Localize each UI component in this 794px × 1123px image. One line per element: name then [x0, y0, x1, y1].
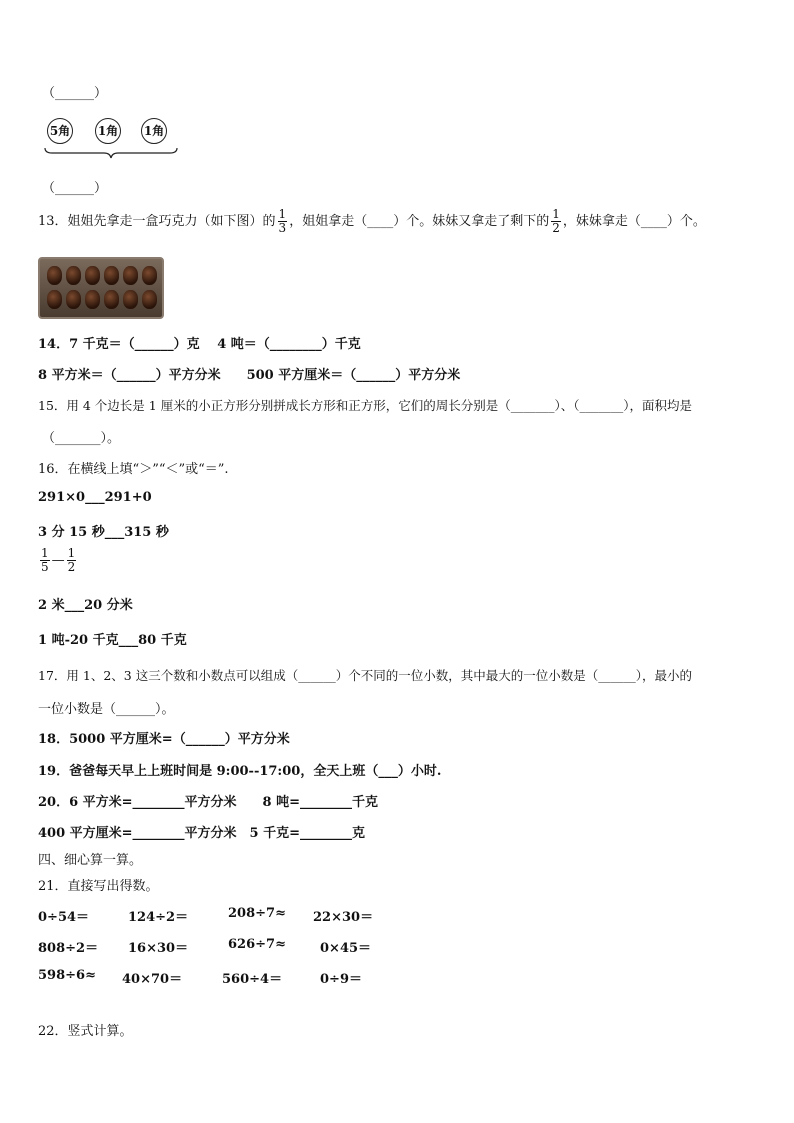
q13-text-pre: 13．姐姐先拿走一盒巧克力（如下图）的: [38, 214, 276, 229]
q13-text-mid: ，姐姐拿走（____）个。妹妹又拿走了剩下的: [289, 214, 550, 229]
calc-2-3: 0÷9＝: [320, 972, 362, 987]
calc-0-0: 0÷54＝: [38, 910, 90, 925]
q16-fraction-1: $\frac{1}{5}$: [41, 546, 49, 574]
question-16-title: 16．在横线上填“＞”“＜”或“＝”.: [38, 462, 229, 477]
question-22: 22．竖式计算。: [38, 1024, 133, 1039]
question-18: 18．5000 平方厘米=（______）平方分米: [38, 732, 290, 747]
question-16-b: 3 分 15 秒___315 秒: [38, 525, 169, 540]
coin-5jiao: 5角: [47, 118, 73, 144]
calc-0-3: 22×30＝: [313, 910, 374, 925]
question-15-line-1: 15．用 4 个边长是 1 厘米的小正方形分别拼成长方形和正方形，它们的周长分别是（_______）、（_______），面积均是: [38, 398, 692, 413]
q16-fraction-2: $\frac{1}{2}$: [67, 546, 76, 574]
question-20-line-2: 400 平方厘米=________平方分米 5 千克=________克: [38, 826, 366, 841]
q13-fraction-1: $\frac{1}{3}$: [278, 207, 287, 235]
question-21-title: 21．直接写出得数。: [38, 879, 159, 894]
calc-1-3: 0×45＝: [320, 941, 372, 956]
q13-text-post: ，妹妹拿走（____）个。: [562, 214, 706, 229]
answer-blank-1: （______）: [42, 86, 108, 101]
question-16-e: 1 吨-20 千克___80 千克: [38, 633, 187, 648]
coin-1jiao-b: 1角: [141, 118, 167, 144]
calc-1-2: 626÷7≈: [228, 937, 286, 952]
answer-blank-2: （______）: [42, 181, 108, 196]
calc-2-0: 598÷6≈: [38, 968, 96, 983]
section-4-heading: 四、细心算一算。: [38, 853, 143, 868]
coin-1jiao-a: 1角: [95, 118, 121, 144]
question-15-line-2: （_______）。: [42, 431, 121, 446]
calc-2-1: 40×70＝: [122, 972, 183, 987]
question-19: 19．爸爸每天早上上班时间是 9:00--17:00，全天上班（___）小时.: [38, 764, 442, 779]
question-14-line-2: 8 平方米＝（______）平方分米 500 平方厘米＝（______）平方分米: [38, 368, 461, 383]
grouping-brace-icon: [44, 146, 178, 160]
question-17-line-1: 17．用 1、2、3 这三个数和小数点可以组成（______）个不同的一位小数，其中最大的一位小数是（______），最小的: [38, 668, 692, 683]
question-13: [38, 202, 706, 242]
q13-fraction-2: $\frac{1}{2}$: [552, 207, 560, 235]
question-14-line-1: 14．7 千克＝（______）克 4 吨＝（________）千克: [38, 337, 361, 352]
question-16-c: [38, 547, 78, 574]
calc-1-1: 16×30＝: [128, 941, 189, 956]
calc-0-2: 208÷7≈: [228, 906, 286, 921]
calc-0-1: 124÷2＝: [128, 910, 189, 925]
question-16-a: 291×0___291+0: [38, 490, 152, 505]
calc-1-0: 808÷2＝: [38, 941, 99, 956]
question-17-line-2: 一位小数是（______）。: [38, 702, 175, 717]
question-16-d: 2 米___20 分米: [38, 598, 133, 613]
calc-2-2: 560÷4＝: [222, 972, 283, 987]
chocolate-box-image: [38, 257, 164, 319]
q16-c-blank: —: [51, 553, 65, 568]
question-20-line-1: 20．6 平方米=________平方分米 8 吨=________千克: [38, 795, 379, 810]
